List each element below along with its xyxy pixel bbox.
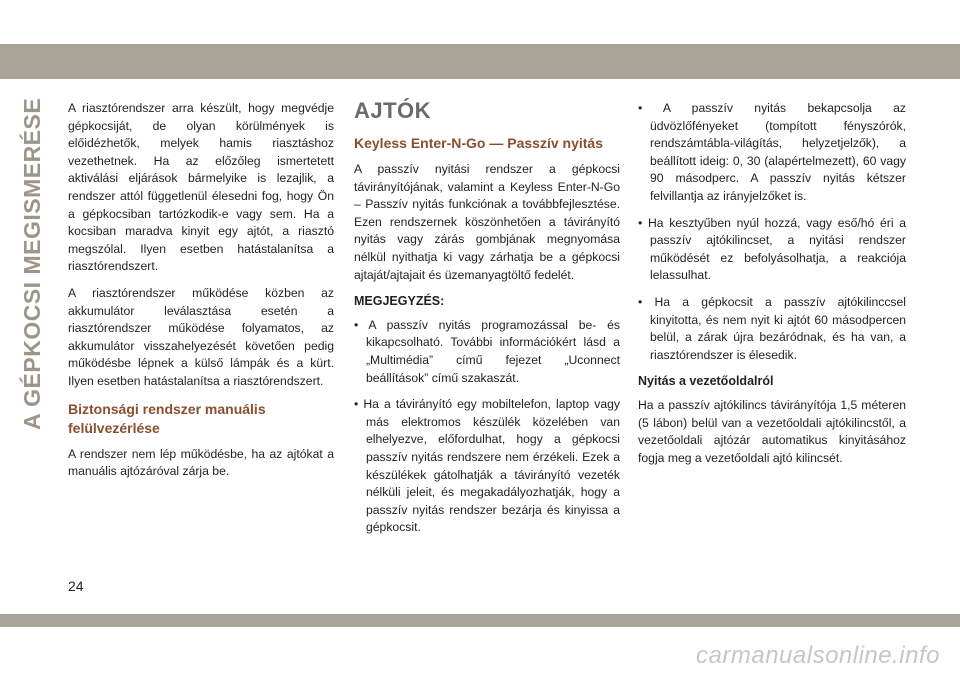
watermark: carmanualsonline.info — [696, 642, 940, 669]
chapter-side-title — [14, 97, 50, 430]
list-item: • Ha a távirányító egy mobiltelefon, laptop vagy más elektromos készülék közelében van elhelyezve, előfordulhat, hogy a gépkocsi passzív nyitás rendszere nem érzékeli. Ezek a készülékek gátolhatják a távirányító vezeték nélküli jeleit, és megakadályozhatják, hogy a passzív nyitás rendszer bezárja és kinyissa a gépkocsit. — [354, 396, 620, 537]
paragraph: A rendszer nem lép működésbe, ha az ajtókat a manuális ajtózáróval zárja be. — [68, 446, 334, 479]
subheading-keyless: Keyless Enter-N-Go — Passzív nyitás — [354, 135, 603, 151]
column-2 — [354, 100, 620, 546]
paragraph: A passzív nyitási rendszer a gépkocsi távirányítójának, valamint a Keyless Enter-N-Go – Passzív nyitás funkciónak a továbbfejlesztése. Ezen rendszernek köszönhetően a távirányító nyitás vagy zárás gombjának megnyomása nélkül nyithatja ki vagy zárhatja be a gépkocsi ajtaját/ajtajait és üzemanyagtöltő fedelét. — [354, 162, 620, 282]
section-title: AJTÓK — [354, 98, 432, 123]
page-number: 24 — [68, 578, 84, 594]
top-margin — [0, 0, 960, 79]
paragraph: A riasztórendszer működése közben az akkumulátor leválasztása esetén a riasztórendszer működése folyamatos, az akkumulátor visszahelyezését követően pedig működésbe lépnek a külső lámpák és a kürt. Ilyen esetben hatástalanítsa a riasztórendszert. — [68, 285, 334, 388]
subheading-manual-override: Biztonsági rendszer manuális felülvezérlése — [68, 400, 266, 436]
chapter-side-title-text: A GÉPKOCSI MEGISMERÉSE — [19, 97, 45, 430]
note-label: MEGJEGYZÉS: — [354, 294, 445, 309]
list-item: • Ha a gépkocsit a passzív ajtókilinccsel kinyitotta, és nem nyit ki ajtót 60 másodpercen belül, a zárak újra bezáródnak, és ha van, a riasztórendszer is élesedik. — [638, 294, 906, 364]
list-item: • A passzív nyitás programozással be- és kikapcsolható. További információkért lásd a „Multimédia” című fejezet „Uconnect beállítások” című szakaszát. — [354, 317, 620, 387]
paragraph: Ha a passzív ajtókilincs távirányítója 1,5 méteren (5 lábon) belül van a vezetőoldali ajtókilincstől, a vezetőoldali ajtózár automatikus kinyitásához fogja meg a vezetőoldali ajtó kilincsét. — [638, 397, 906, 465]
list-item: • Ha kesztyűben nyúl hozzá, vagy eső/hó éri a passzív ajtókilincset, a nyitási rendszer működését ez befolyásolhatja, a reakciója lelassulhat. — [638, 215, 906, 285]
column-3 — [638, 100, 906, 476]
column-1 — [68, 100, 334, 490]
header-band — [0, 44, 960, 79]
paragraph: A riasztórendszer arra készült, hogy megvédje gépkocsiját, de olyan körülmények is előidézhetők, melyek hamis riasztáshoz vezethetnek. Ha az előzőleg ismertetett aktiválási eljárások bármelyike is lezajlik, a rendszer attól függetlenül élesedni fog, hogy Ön a gépkocsiban tartózkodik-e vagy sem. Ha a kocsiban maradva kinyit egy ajtót, a riasztó megszólal. Ilyen esetben hatástalanítsa a riasztórendszert. — [68, 101, 334, 274]
subheading-driver-side: Nyitás a vezetőoldalról — [638, 374, 774, 389]
list-item: • A passzív nyitás bekapcsolja az üdvözlőfényeket (tompított fényszórók, rendszámtábla-világítás, helyzetjelzők), a beállított ideig: 0, 30 (alapértelmezett), 60 vagy 90 másodperc. A passzív nyitás kétszer felvillantja az irányjelzőket is. — [638, 100, 906, 206]
footer-band — [0, 614, 960, 627]
